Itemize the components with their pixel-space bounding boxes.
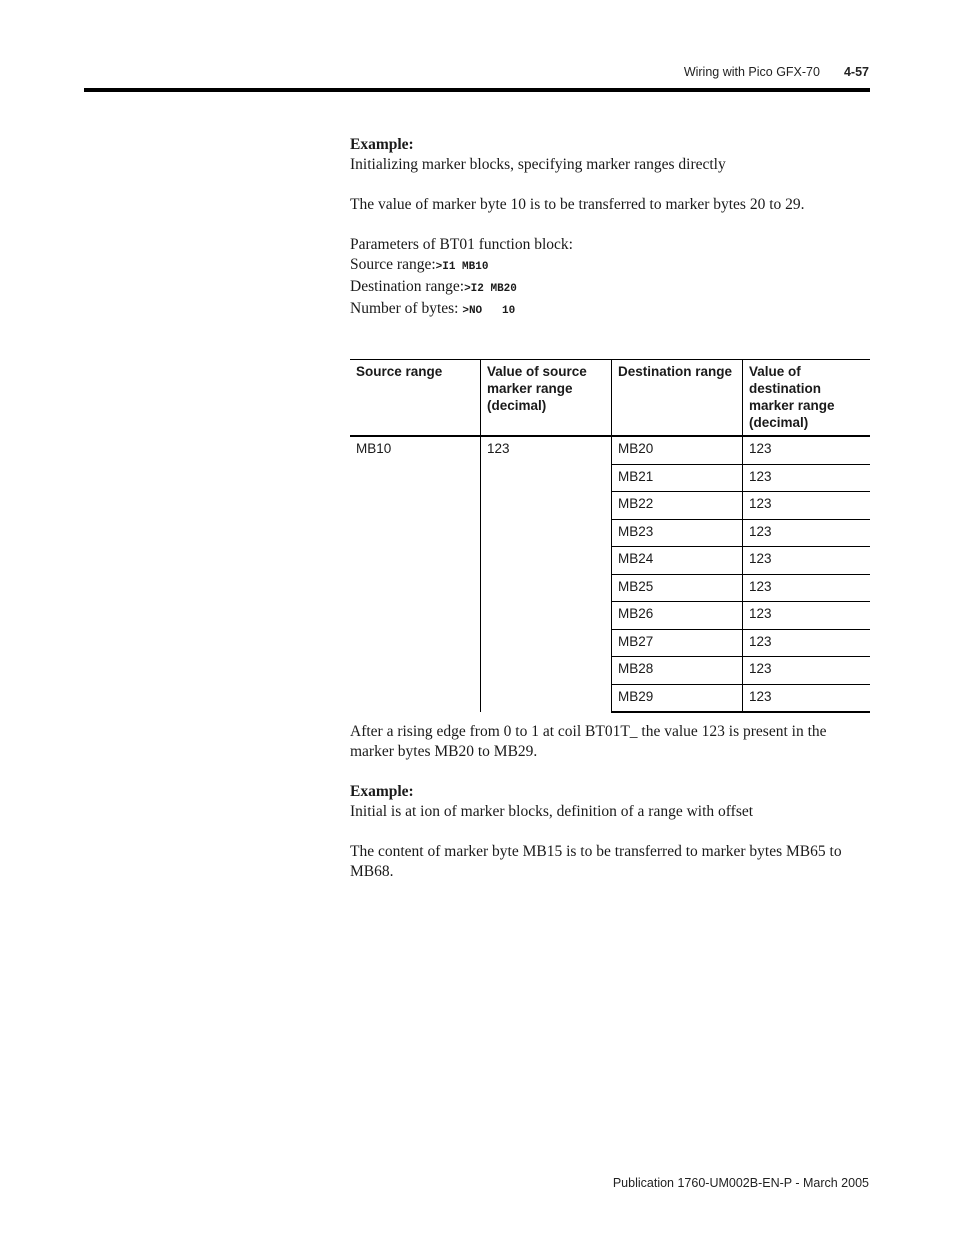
destination-range-cell: MB23: [612, 519, 743, 547]
table-row: [350, 436, 870, 464]
dest-code: >I2 MB20: [464, 283, 517, 295]
header-rule: [84, 88, 870, 92]
example1-subtitle: Initializing marker blocks, specifying marker ranges directly: [350, 156, 726, 173]
destination-range-cell: MB26: [612, 602, 743, 630]
destination-value-cell: 123: [743, 464, 871, 492]
destination-range-cell: MB29: [612, 684, 743, 712]
destination-range-cell: MB21: [612, 464, 743, 492]
source-label: Source range:: [350, 256, 436, 273]
example2-subtitle: Initial is at ion of marker blocks, definition of a range with offset: [350, 803, 754, 820]
source-value-cell: 123: [481, 436, 612, 712]
destination-range-cell: MB27: [612, 629, 743, 657]
header-source-range: Source range: [350, 360, 481, 437]
page-header: [684, 65, 869, 79]
destination-value-cell: 123: [743, 519, 871, 547]
destination-value-cell: 123: [743, 574, 871, 602]
header-source-value: Value of source marker range (decimal): [481, 360, 612, 437]
example1-heading: Example:: [350, 136, 414, 153]
table-header-row: [350, 360, 870, 437]
destination-value-cell: 123: [743, 492, 871, 520]
example2-description: The content of marker byte MB15 is to be transferred to marker bytes MB65 to MB68.: [350, 843, 842, 880]
page-footer: Publication 1760-UM002B-EN-P - March 2005: [612, 1176, 869, 1190]
destination-range-cell: MB20: [612, 436, 743, 464]
marker-table: [350, 359, 870, 713]
bytes-param: [350, 299, 870, 321]
example1-section: [350, 135, 870, 321]
header-destination-range: Destination range: [612, 360, 743, 437]
destination-value-cell: 123: [743, 547, 871, 575]
destination-range-cell: MB24: [612, 547, 743, 575]
source-code: >I1 MB10: [435, 261, 489, 273]
destination-range-cell: MB22: [612, 492, 743, 520]
page-number: 4-57: [843, 65, 869, 79]
destination-value-cell: 123: [743, 436, 871, 464]
after-table-section: [350, 722, 870, 882]
dest-label: Destination range:: [350, 278, 465, 295]
destination-range-cell: MB25: [612, 574, 743, 602]
destination-value-cell: 123: [743, 657, 871, 685]
bytes-label: Number of bytes:: [350, 300, 463, 317]
destination-range-cell: MB28: [612, 657, 743, 685]
after-table-text: After a rising edge from 0 to 1 at coil BT01T_ the value 123 is present in the marker bytes MB20 to MB29.: [350, 723, 827, 760]
header-destination-value: Value of destination marker range (decimal): [743, 360, 871, 437]
example2-heading: Example:: [350, 783, 414, 800]
example1-description: The value of marker byte 10 is to be transferred to marker bytes 20 to 29.: [350, 196, 805, 213]
destination-value-cell: 123: [743, 629, 871, 657]
params-intro: Parameters of BT01 function block:: [350, 236, 573, 253]
destination-value-cell: 123: [743, 602, 871, 630]
chapter-title: Wiring with Pico GFX-70: [683, 65, 820, 79]
bytes-code: >NO 10: [462, 305, 516, 317]
destination-value-cell: 123: [743, 684, 871, 712]
source-param: [350, 255, 870, 277]
source-range-cell: MB10: [356, 441, 392, 456]
dest-param: [350, 277, 870, 299]
